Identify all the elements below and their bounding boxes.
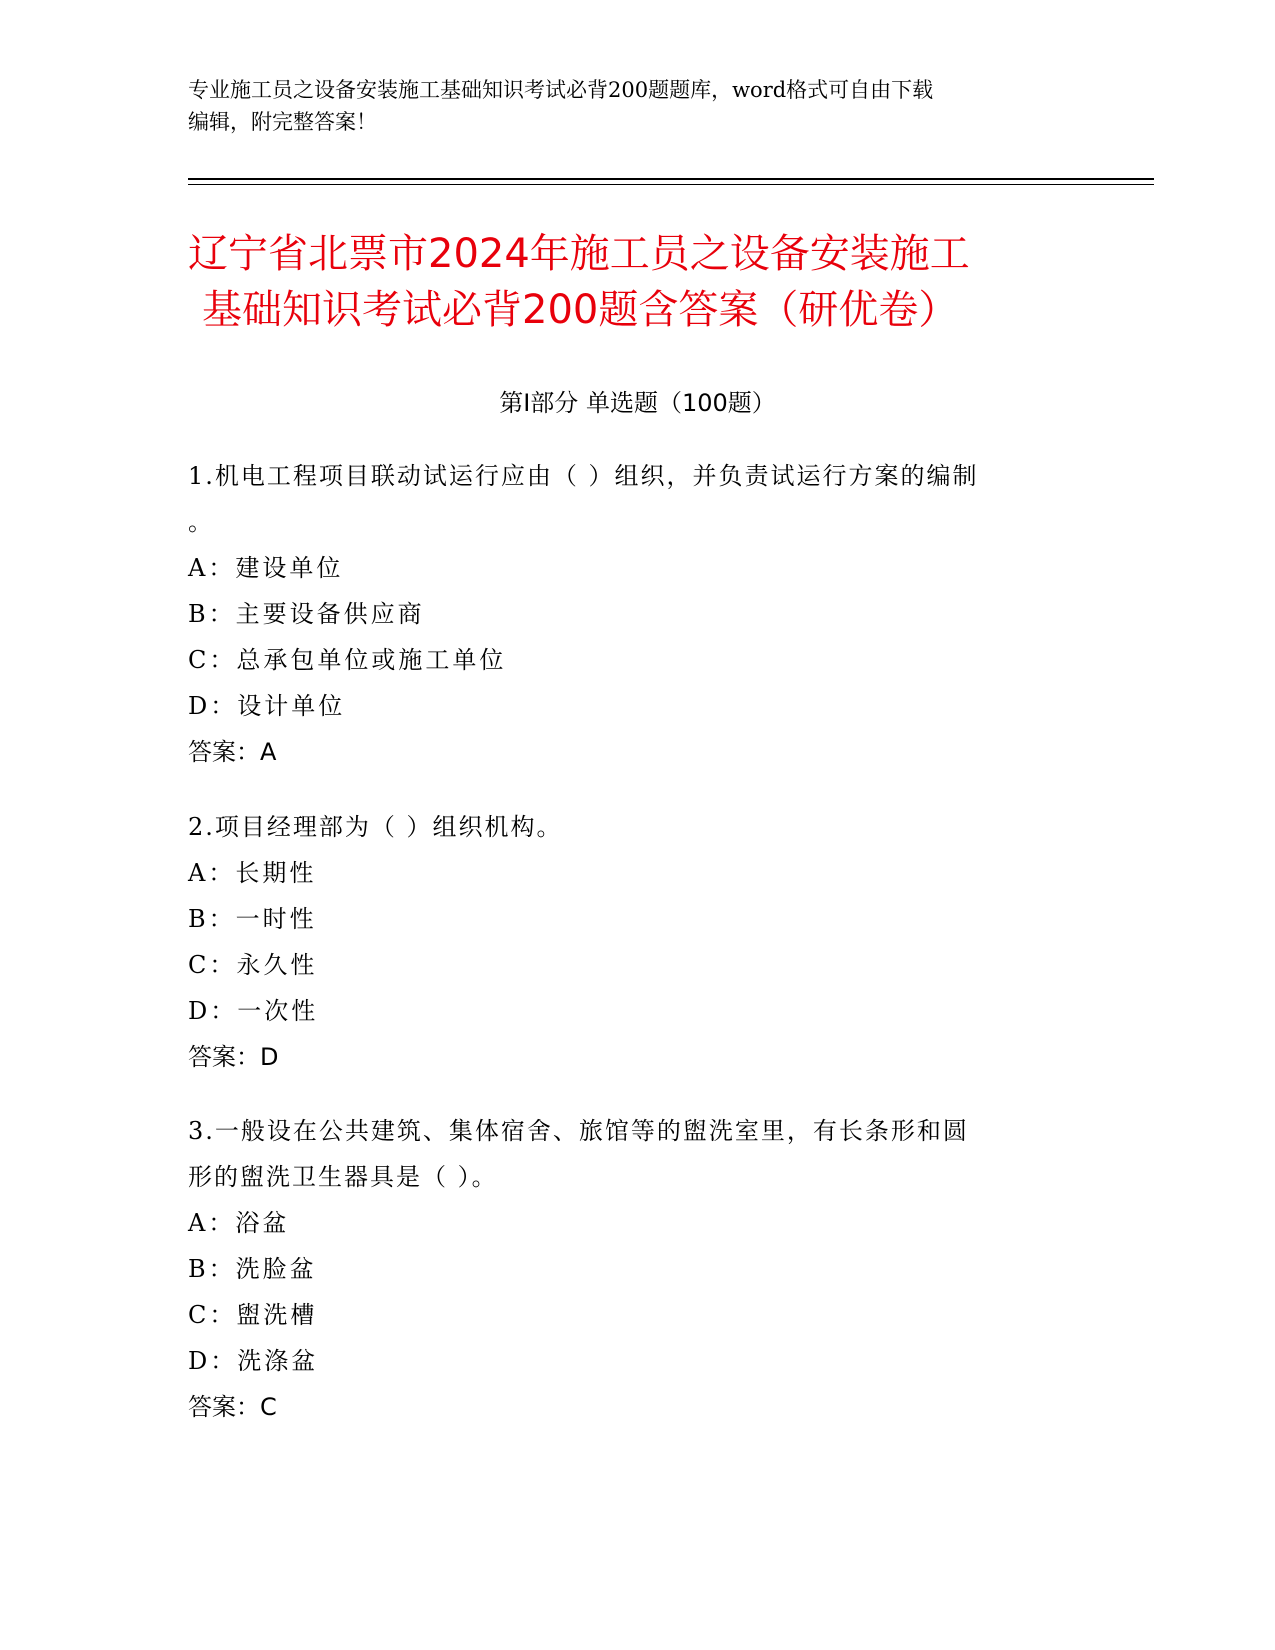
- option-b: B：洗脸盆: [188, 1255, 317, 1283]
- option-d: D：设计单位: [188, 692, 346, 720]
- document-title-line1: 辽宁省北票市2024年施工员之设备安装施工: [188, 231, 970, 277]
- answer: 答案：C: [188, 1393, 277, 1421]
- question-stem: 1.机电工程项目联动试运行应由（ ）组织，并负责试运行方案的编制: [188, 462, 979, 490]
- question-3: [188, 1108, 1068, 1430]
- option-a: A：建设单位: [188, 554, 344, 582]
- answer: 答案：A: [188, 738, 277, 766]
- header-note-line1: 专业施工员之设备安装施工基础知识考试必背200题题库，word格式可自由下载: [188, 78, 934, 102]
- section-heading: 第Ⅰ部分 单选题（100题）: [499, 389, 776, 417]
- document-title-line2: 基础知识考试必背200题含答案（研优卷）: [202, 287, 959, 333]
- option-d: D：一次性: [188, 997, 319, 1025]
- option-b: B：一时性: [188, 905, 317, 933]
- option-a: A：长期性: [188, 859, 317, 887]
- question-1: [188, 453, 1068, 775]
- option-c: C：总承包单位或施工单位: [188, 646, 507, 674]
- option-c: C：永久性: [188, 951, 318, 979]
- header-note-line2: 编辑，附完整答案！: [188, 110, 377, 134]
- header-divider-thin: [188, 184, 1154, 185]
- question-stem: 3.一般设在公共建筑、集体宿舍、旅馆等的盥洗室里，有长条形和圆: [188, 1117, 969, 1145]
- header-note: [188, 74, 1068, 138]
- option-a: A：浴盆: [188, 1209, 290, 1237]
- header-divider-thick: [188, 178, 1154, 180]
- option-b: B：主要设备供应商: [188, 600, 425, 628]
- document-title: [188, 226, 1108, 338]
- question-stem-continued: 形的盥洗卫生器具是（ ）。: [188, 1163, 498, 1191]
- question-stem: 2.项目经理部为（ ）组织机构。: [188, 813, 563, 841]
- question-2: [188, 804, 1068, 1080]
- answer: 答案：D: [188, 1043, 279, 1071]
- option-c: C：盥洗槽: [188, 1301, 318, 1329]
- option-d: D：洗涤盆: [188, 1347, 319, 1375]
- question-stem-continued: 。: [188, 508, 214, 536]
